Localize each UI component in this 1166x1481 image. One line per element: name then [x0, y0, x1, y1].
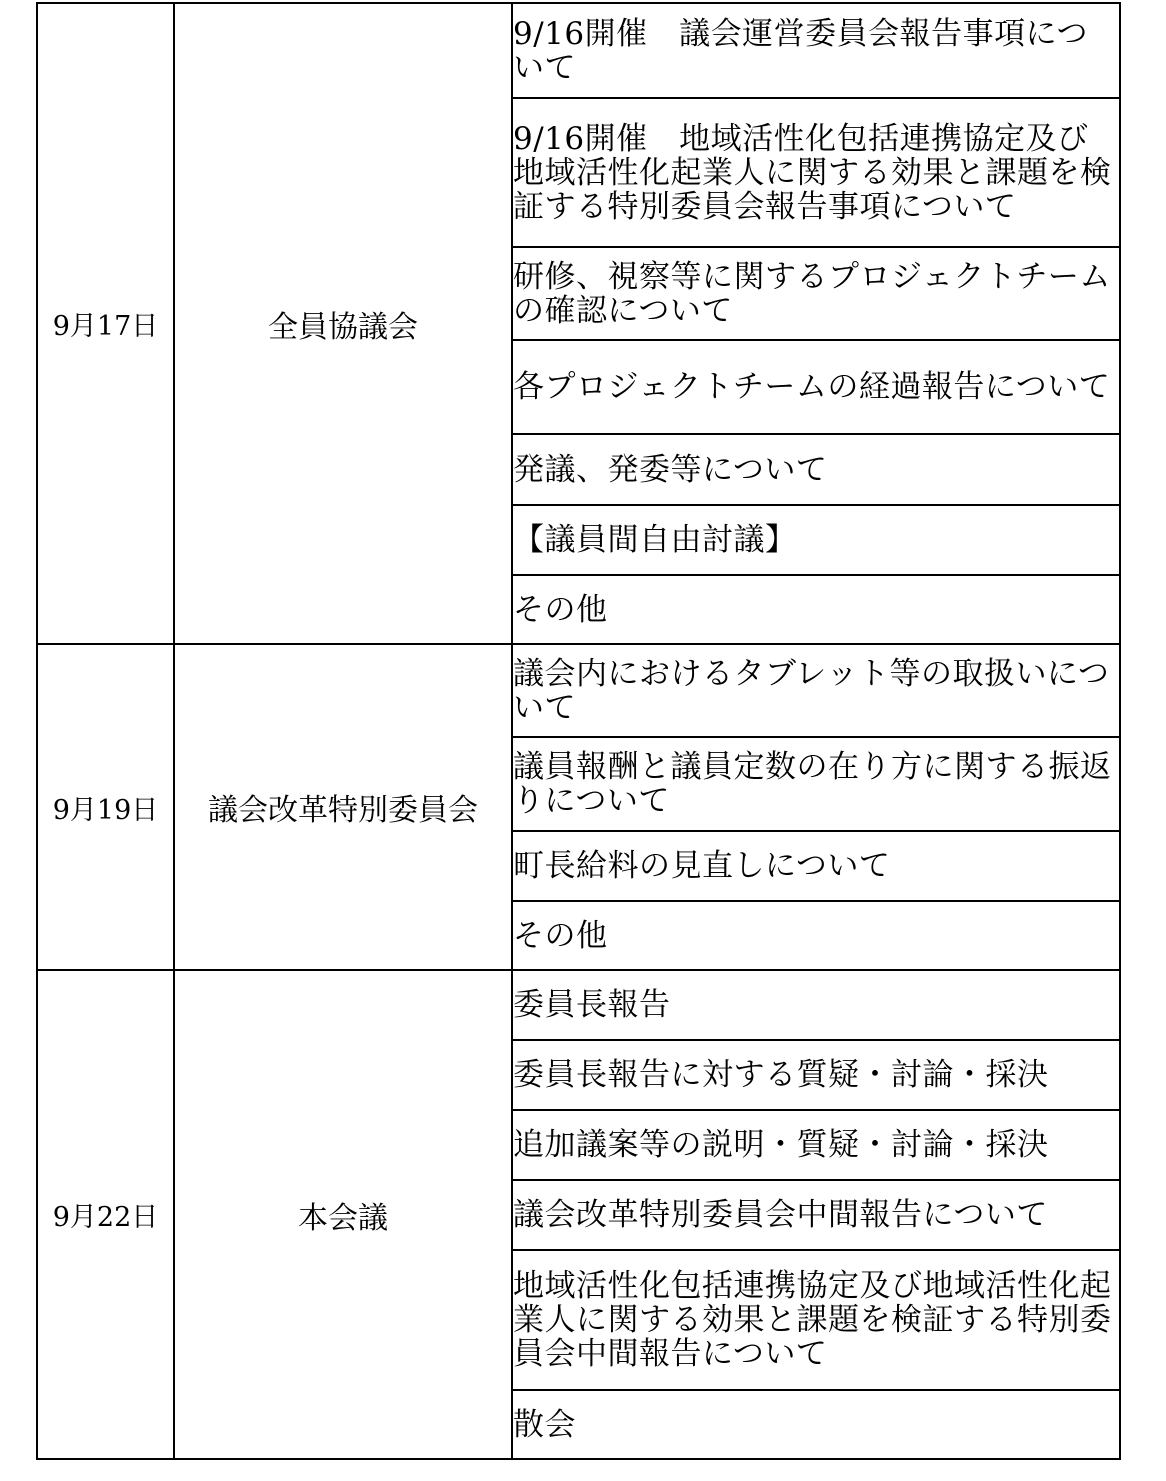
- agenda-item: 町長給料の見直しについて: [512, 831, 1120, 901]
- agenda-item: その他: [512, 575, 1120, 644]
- agenda-item: その他: [512, 901, 1120, 970]
- agenda-item: 発議、発委等について: [512, 434, 1120, 505]
- meeting-name-cell: 全員協議会: [174, 3, 512, 644]
- agenda-item: 散会: [512, 1390, 1120, 1459]
- table-row: [37, 970, 1120, 1040]
- agenda-item: 9/16開催 地域活性化包括連携協定及び地域活性化起業人に関する効果と課題を検証する特別委員会報告事項について: [512, 98, 1120, 247]
- agenda-item: 9/16開催 議会運営委員会報告事項について: [512, 3, 1120, 98]
- meeting-name-cell: 本会議: [174, 970, 512, 1459]
- agenda-item: 各プロジェクトチームの経過報告について: [512, 340, 1120, 434]
- table-row: [37, 3, 1120, 98]
- agenda-item: 研修、視察等に関するプロジェクトチームの確認について: [512, 247, 1120, 340]
- agenda-item: 委員長報告: [512, 970, 1120, 1040]
- meeting-name-cell: 議会改革特別委員会: [174, 644, 512, 970]
- agenda-item: 議会内におけるタブレット等の取扱いについて: [512, 644, 1120, 737]
- table-row: [37, 644, 1120, 737]
- date-cell: 9月22日: [37, 970, 174, 1459]
- date-cell: 9月17日: [37, 3, 174, 644]
- agenda-item: 議会改革特別委員会中間報告について: [512, 1180, 1120, 1250]
- agenda-item: 委員長報告に対する質疑・討論・採決: [512, 1040, 1120, 1110]
- agenda-item: 議員報酬と議員定数の在り方に関する振返りについて: [512, 737, 1120, 831]
- date-cell: 9月19日: [37, 644, 174, 970]
- agenda-item: 追加議案等の説明・質疑・討論・採決: [512, 1110, 1120, 1180]
- agenda-item: 地域活性化包括連携協定及び地域活性化起業人に関する効果と課題を検証する特別委員会中間報告について: [512, 1250, 1120, 1390]
- schedule-table: [36, 2, 1121, 1460]
- agenda-item: 【議員間自由討議】: [512, 505, 1120, 575]
